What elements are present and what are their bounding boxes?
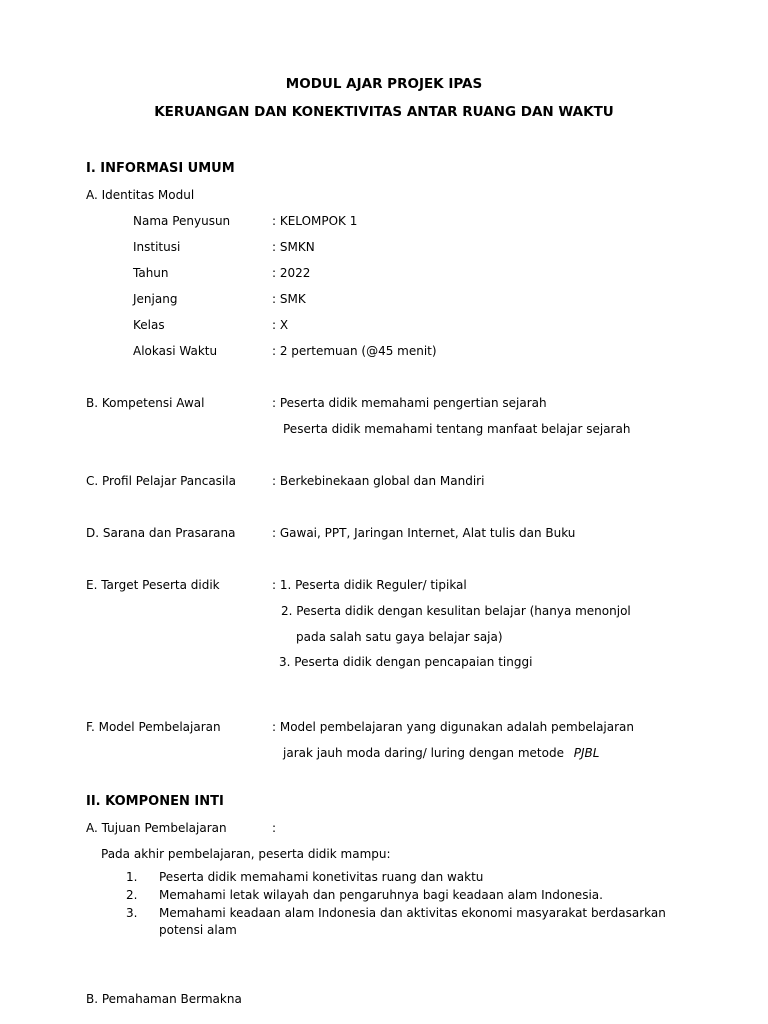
tujuan-pembelajaran-colon: :	[272, 821, 277, 835]
identitas-modul-heading: A. Identitas Modul	[86, 188, 195, 202]
row-label-nama-penyusun: Nama Penyusun	[133, 214, 231, 228]
tujuan-item-2-number: 2.	[126, 888, 138, 902]
tujuan-item-3-number: 3.	[126, 906, 138, 920]
tujuan-item-1-text: Peserta didik memahami konetivitas ruang dan waktu	[159, 870, 484, 884]
tujuan-item-3-text-line-2: potensi alam	[159, 923, 237, 937]
document-title: MODUL AJAR PROJEK IPAS	[285, 76, 483, 92]
target-peserta-line-4: 3. Peserta didik dengan pencapaian tinggi	[279, 655, 533, 669]
document-subtitle: KERUANGAN DAN KONEKTIVITAS ANTAR RUANG DAN WAKTU	[154, 104, 614, 120]
tujuan-pembelajaran-label: A. Tujuan Pembelajaran	[86, 821, 227, 835]
row-label-kelas: Kelas	[133, 318, 165, 332]
row-value-jenjang: : SMK	[272, 292, 306, 306]
tujuan-item-2-text: Memahami letak wilayah dan pengaruhnya bagi keadaan alam Indonesia.	[159, 888, 603, 902]
profil-pelajar-label: C. Profil Pelajar Pancasila	[86, 474, 236, 488]
model-pembelajaran-label: F. Model Pembelajaran	[86, 720, 221, 734]
sarana-prasarana-label: D. Sarana dan Prasarana	[86, 526, 236, 540]
model-pembelajaran-line-1: : Model pembelajaran yang digunakan adalah pembelajaran	[272, 720, 634, 734]
row-value-institusi: : SMKN	[272, 240, 315, 254]
target-peserta-line-1: : 1. Peserta didik Reguler/ tipikal	[272, 578, 467, 592]
row-label-institusi: Institusi	[133, 240, 181, 254]
row-value-nama-penyusun: : KELOMPOK 1	[272, 214, 358, 228]
row-value-alokasi-waktu: : 2 pertemuan (@45 menit)	[272, 344, 437, 358]
row-value-kelas: : X	[272, 318, 289, 332]
row-label-alokasi-waktu: Alokasi Waktu	[133, 344, 218, 358]
row-value-tahun: : 2022	[272, 266, 311, 280]
tujuan-item-1-number: 1.	[126, 870, 138, 884]
row-label-tahun: Tahun	[133, 266, 169, 280]
model-pembelajaran-line-2	[283, 747, 599, 759]
model-pembelajaran-line-2-text: jarak jauh moda daring/ luring dengan metode	[283, 746, 564, 760]
pemahaman-bermakna-label: B. Pemahaman Bermakna	[86, 992, 242, 1006]
row-label-jenjang: Jenjang	[133, 292, 178, 306]
section-heading-komponen-inti: II. KOMPONEN INTI	[86, 794, 224, 809]
target-peserta-line-3: pada salah satu gaya belajar saja)	[296, 630, 503, 644]
kompetensi-awal-line-1: : Peserta didik memahami pengertian sejarah	[272, 396, 547, 410]
model-pembelajaran-method: PJBL	[573, 746, 600, 760]
tujuan-item-3-text-line-1: Memahami keadaan alam Indonesia dan aktivitas ekonomi masyarakat berdasarkan	[159, 906, 666, 920]
sarana-prasarana-value: : Gawai, PPT, Jaringan Internet, Alat tulis dan Buku	[272, 526, 576, 540]
tujuan-intro: Pada akhir pembelajaran, peserta didik mampu:	[101, 847, 391, 861]
kompetensi-awal-line-2: Peserta didik memahami tentang manfaat belajar sejarah	[283, 422, 631, 436]
section-heading-informasi-umum: I. INFORMASI UMUM	[86, 161, 235, 176]
kompetensi-awal-label: B. Kompetensi Awal	[86, 396, 205, 410]
profil-pelajar-value: : Berkebinekaan global dan Mandiri	[272, 474, 485, 488]
target-peserta-line-2: 2. Peserta didik dengan kesulitan belajar (hanya menonjol	[281, 604, 631, 618]
target-peserta-label: E. Target Peserta didik	[86, 578, 220, 592]
